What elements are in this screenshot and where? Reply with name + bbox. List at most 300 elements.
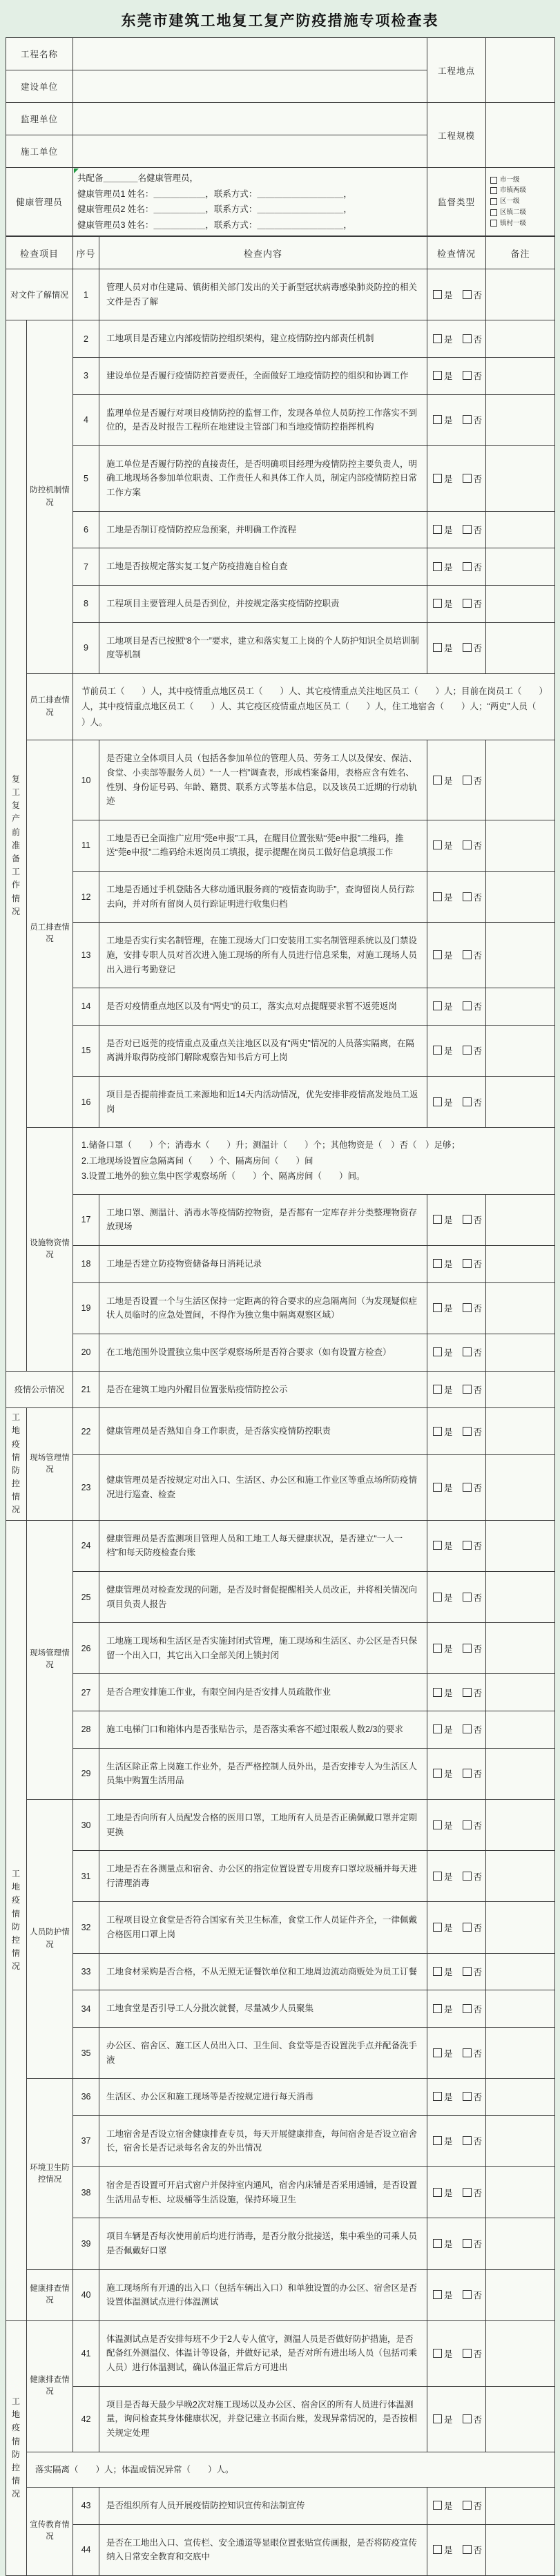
check-row-22 — [6, 1408, 555, 1455]
no-option[interactable] — [463, 1870, 483, 1883]
yes-checkbox-icon[interactable] — [433, 1541, 442, 1550]
check-row-18 — [6, 1246, 555, 1283]
section-label: 对文件了解情况 — [6, 269, 73, 320]
check-row-6 — [6, 511, 555, 548]
yes-option-label: 是 — [444, 951, 453, 961]
no-option[interactable] — [463, 561, 483, 573]
no-option[interactable] — [463, 1044, 483, 1057]
no-checkbox-icon[interactable] — [463, 1688, 472, 1697]
no-option[interactable] — [463, 1481, 483, 1494]
check-status-cell — [427, 269, 486, 320]
yes-option[interactable] — [433, 523, 453, 536]
check-status-cell — [427, 1455, 486, 1520]
remark-cell[interactable] — [486, 1246, 555, 1283]
remark-cell[interactable] — [486, 269, 555, 320]
yes-checkbox-icon[interactable] — [433, 371, 442, 380]
no-checkbox-icon[interactable] — [463, 1769, 472, 1778]
remark-cell[interactable] — [486, 357, 555, 394]
checkbox-icon[interactable] — [490, 198, 497, 205]
checkbox-icon[interactable] — [490, 187, 497, 194]
supervision-option[interactable] — [490, 196, 550, 207]
yes-checkbox-icon[interactable] — [433, 1259, 442, 1268]
yes-option-label: 是 — [444, 2093, 453, 2103]
remark-cell[interactable] — [486, 1674, 555, 1711]
supervision-option-label: 市一级 — [500, 175, 520, 184]
remark-cell[interactable] — [486, 1799, 555, 1850]
no-checkbox-icon[interactable] — [463, 2290, 472, 2299]
no-option[interactable] — [463, 1591, 483, 1604]
yes-checkbox-icon[interactable] — [433, 2501, 442, 2510]
check-content-text: 生活区除正常上岗施工作业外，是否严格控制人员外出，是否安排专人为生活区人员集中购置生活用品 — [99, 1748, 427, 1799]
remark-cell[interactable] — [486, 1571, 555, 1622]
yes-checkbox-icon[interactable] — [433, 2349, 442, 2358]
yes-checkbox-icon[interactable] — [433, 1303, 442, 1312]
no-option[interactable] — [463, 2047, 483, 2059]
yes-option[interactable] — [433, 1642, 453, 1655]
no-checkbox-icon[interactable] — [463, 562, 472, 571]
yes-checkbox-icon[interactable] — [433, 2239, 442, 2248]
check-row-34 — [6, 1990, 555, 2028]
no-checkbox-icon[interactable] — [463, 1820, 472, 1829]
check-row-2 — [6, 320, 555, 358]
no-checkbox-icon[interactable] — [463, 1593, 472, 1602]
no-option[interactable] — [463, 523, 483, 536]
remark-cell[interactable] — [486, 394, 555, 445]
no-option[interactable] — [463, 1000, 483, 1012]
serial-number: 8 — [73, 585, 99, 622]
no-checkbox-icon[interactable] — [463, 840, 472, 849]
yes-checkbox-icon[interactable] — [433, 1427, 442, 1436]
no-option-label: 否 — [473, 372, 483, 382]
no-checkbox-icon[interactable] — [463, 1644, 472, 1653]
yes-checkbox-icon[interactable] — [433, 1688, 442, 1697]
no-checkbox-icon[interactable] — [463, 2188, 472, 2197]
no-checkbox-icon[interactable] — [463, 2414, 472, 2423]
yes-option[interactable] — [433, 1539, 453, 1552]
no-option[interactable] — [463, 949, 483, 961]
supervision-option-label: 区一级 — [500, 198, 520, 206]
remark-cell[interactable] — [486, 740, 555, 820]
serial-number: 24 — [73, 1520, 99, 1571]
remark-cell[interactable] — [486, 1334, 555, 1371]
no-checkbox-icon[interactable] — [463, 1385, 472, 1394]
remark-cell[interactable] — [486, 1851, 555, 1902]
remark-cell[interactable] — [486, 1455, 555, 1520]
subsection-label: 设施物资情况 — [27, 1128, 73, 1371]
check-content-text: 在工地范围外设置独立集中医学观察场所是否符合要求（如有设置方检查） — [99, 1334, 427, 1371]
yes-checkbox-icon[interactable] — [433, 1820, 442, 1829]
yes-option[interactable] — [433, 1481, 453, 1494]
check-content-text: 施工电梯门口和箱体内是否张贴告示，是否落实乘客不超过限载人数2/3的要求 — [99, 1711, 427, 1749]
no-option[interactable] — [463, 1819, 483, 1832]
checkbox-icon[interactable] — [490, 220, 497, 227]
no-checkbox-icon[interactable] — [463, 1483, 472, 1492]
serial-number: 9 — [73, 622, 99, 673]
yes-checkbox-icon[interactable] — [433, 892, 442, 901]
no-checkbox-icon[interactable] — [463, 1967, 472, 1976]
check-status-cell — [427, 1851, 486, 1902]
no-option[interactable] — [463, 597, 483, 610]
construction-unit-value[interactable] — [73, 70, 427, 103]
yes-option[interactable] — [433, 1591, 453, 1604]
check-content-text: 是否在建筑工地内外醒目位置张贴疫情防控公示 — [99, 1371, 427, 1408]
yes-checkbox-icon[interactable] — [433, 840, 442, 849]
yes-option[interactable] — [433, 1723, 453, 1736]
no-option[interactable] — [463, 1425, 483, 1438]
no-checkbox-icon[interactable] — [463, 1303, 472, 1312]
no-checkbox-icon[interactable] — [463, 1097, 472, 1106]
yes-option[interactable] — [433, 1965, 453, 1978]
no-option[interactable] — [463, 1096, 483, 1108]
no-option[interactable] — [463, 2135, 483, 2147]
remark-cell[interactable] — [486, 2167, 555, 2218]
supervision-option[interactable] — [490, 218, 550, 229]
no-option[interactable] — [463, 1346, 483, 1358]
supervision-option[interactable] — [490, 207, 550, 218]
remark-cell[interactable] — [486, 1711, 555, 1749]
yes-checkbox-icon[interactable] — [433, 1483, 442, 1492]
no-option[interactable] — [463, 1213, 483, 1226]
remark-cell[interactable] — [486, 1408, 555, 1455]
serial-number: 5 — [73, 445, 99, 511]
yes-option-label: 是 — [444, 1967, 453, 1977]
yes-option[interactable] — [433, 1346, 453, 1358]
check-row-11 — [6, 820, 555, 871]
remark-cell[interactable] — [486, 1025, 555, 1076]
yes-checkbox-icon[interactable] — [433, 2545, 442, 2554]
yes-checkbox-icon[interactable] — [433, 1001, 442, 1010]
yes-option-label: 是 — [444, 1644, 453, 1654]
yes-option[interactable] — [433, 333, 453, 345]
remark-cell[interactable] — [486, 622, 555, 673]
remark-cell[interactable] — [486, 988, 555, 1026]
yes-checkbox-icon[interactable] — [433, 1967, 442, 1976]
no-option[interactable] — [463, 1642, 483, 1655]
remark-cell[interactable] — [486, 1077, 555, 1128]
remark-cell[interactable] — [486, 2027, 555, 2078]
no-option[interactable] — [463, 1686, 483, 1699]
yes-option[interactable] — [433, 561, 453, 573]
yes-checkbox-icon[interactable] — [433, 525, 442, 534]
yes-option[interactable] — [433, 774, 453, 787]
yes-checkbox-icon[interactable] — [433, 2136, 442, 2145]
no-option[interactable] — [463, 2499, 483, 2512]
project-location-label: 工程地点 — [427, 38, 486, 103]
no-option[interactable] — [463, 2289, 483, 2301]
remark-cell[interactable] — [486, 2488, 555, 2525]
yes-option[interactable] — [433, 2544, 453, 2556]
yes-option[interactable] — [433, 2238, 453, 2250]
no-checkbox-icon[interactable] — [463, 2004, 472, 2013]
check-content-text: 管理人员对市住建局、镇街相关部门发出的关于新型冠状病毒感染肺炎防控的相关文件是否了解 — [99, 269, 427, 320]
yes-checkbox-icon[interactable] — [433, 334, 442, 343]
serial-number: 21 — [73, 1371, 99, 1408]
subsection-label: 员工排查情况 — [27, 673, 73, 740]
remark-cell[interactable] — [486, 872, 555, 923]
no-checkbox-icon[interactable] — [463, 2239, 472, 2248]
yes-checkbox-icon[interactable] — [433, 643, 442, 652]
remark-cell[interactable] — [486, 1953, 555, 1990]
no-checkbox-icon[interactable] — [463, 1872, 472, 1881]
remark-cell[interactable] — [486, 2079, 555, 2116]
yes-checkbox-icon[interactable] — [433, 474, 442, 483]
no-checkbox-icon[interactable] — [463, 643, 472, 652]
yes-checkbox-icon[interactable] — [433, 290, 442, 299]
yes-option[interactable] — [433, 1213, 453, 1226]
yes-checkbox-icon[interactable] — [433, 1097, 442, 1106]
yes-option[interactable] — [433, 1000, 453, 1012]
summary-fill-in-cell[interactable] — [73, 1128, 555, 1195]
no-checkbox-icon[interactable] — [463, 1001, 472, 1010]
no-checkbox-icon[interactable] — [463, 1923, 472, 1932]
supervision-unit-value[interactable] — [73, 103, 427, 135]
yes-option[interactable] — [433, 2289, 453, 2301]
subsection-label: 现场管理情况 — [27, 1408, 73, 1521]
yes-checkbox-icon[interactable] — [433, 1046, 442, 1055]
check-row-28 — [6, 1711, 555, 1749]
yes-checkbox-icon[interactable] — [433, 2092, 442, 2101]
no-checkbox-icon[interactable] — [463, 1046, 472, 1055]
no-checkbox-icon[interactable] — [463, 2048, 472, 2057]
no-option-label: 否 — [473, 2137, 483, 2147]
remark-cell[interactable] — [486, 2320, 555, 2386]
yes-option[interactable] — [433, 289, 453, 301]
remark-cell[interactable] — [486, 445, 555, 511]
remark-cell[interactable] — [486, 585, 555, 622]
remark-cell[interactable] — [486, 2269, 555, 2320]
remark-cell[interactable] — [486, 1990, 555, 2028]
yes-checkbox-icon[interactable] — [433, 950, 442, 959]
yes-option[interactable] — [433, 2003, 453, 2015]
no-option[interactable] — [463, 2238, 483, 2250]
yes-checkbox-icon[interactable] — [433, 1724, 442, 1733]
no-option-label: 否 — [473, 290, 483, 300]
yes-option[interactable] — [433, 2413, 453, 2425]
no-option-label: 否 — [473, 2349, 483, 2359]
yes-option[interactable] — [433, 1686, 453, 1699]
remark-cell[interactable] — [486, 1902, 555, 1953]
no-checkbox-icon[interactable] — [463, 2545, 472, 2554]
no-option[interactable] — [463, 2544, 483, 2556]
yes-option-label: 是 — [444, 1260, 453, 1270]
no-checkbox-icon[interactable] — [463, 415, 472, 424]
supervision-option[interactable] — [490, 185, 550, 196]
supervision-type-options — [486, 168, 555, 236]
project-location-value[interactable] — [486, 38, 555, 103]
no-checkbox-icon[interactable] — [463, 892, 472, 901]
no-checkbox-icon[interactable] — [463, 334, 472, 343]
no-option[interactable] — [463, 2186, 483, 2199]
yes-option[interactable] — [433, 2499, 453, 2512]
no-option[interactable] — [463, 1767, 483, 1780]
supervision-option[interactable] — [490, 175, 550, 186]
no-checkbox-icon[interactable] — [463, 599, 472, 608]
check-row-31 — [6, 1851, 555, 1902]
remark-cell[interactable] — [486, 2115, 555, 2166]
yes-checkbox-icon[interactable] — [433, 2188, 442, 2197]
check-status-cell — [427, 2167, 486, 2218]
no-checkbox-icon[interactable] — [463, 1259, 472, 1268]
no-checkbox-icon[interactable] — [463, 371, 472, 380]
check-status-cell — [427, 1408, 486, 1455]
check-row-29 — [6, 1748, 555, 1799]
yes-checkbox-icon[interactable] — [433, 2290, 442, 2299]
serial-number: 23 — [73, 1455, 99, 1520]
remark-cell[interactable] — [486, 548, 555, 586]
remark-cell[interactable] — [486, 2218, 555, 2269]
yes-option[interactable] — [433, 839, 453, 852]
yes-option-label: 是 — [444, 1483, 453, 1493]
yes-checkbox-icon[interactable] — [433, 1593, 442, 1602]
no-checkbox-icon[interactable] — [463, 2501, 472, 2510]
no-checkbox-icon[interactable] — [463, 950, 472, 959]
yes-option[interactable] — [433, 597, 453, 610]
yes-checkbox-icon[interactable] — [433, 1347, 442, 1356]
no-option[interactable] — [463, 1539, 483, 1552]
yes-option[interactable] — [433, 1096, 453, 1108]
no-option[interactable] — [463, 1921, 483, 1934]
yes-checkbox-icon[interactable] — [433, 1215, 442, 1224]
no-option[interactable] — [463, 414, 483, 426]
yes-option[interactable] — [433, 2347, 453, 2360]
no-option[interactable] — [463, 2090, 483, 2103]
remark-cell[interactable] — [486, 1623, 555, 1674]
no-option-label: 否 — [473, 599, 483, 610]
yes-checkbox-icon[interactable] — [433, 562, 442, 571]
no-checkbox-icon[interactable] — [463, 776, 472, 785]
yes-checkbox-icon[interactable] — [433, 1872, 442, 1881]
checkbox-icon[interactable] — [490, 209, 497, 216]
contractor-unit-value[interactable] — [73, 135, 427, 168]
no-option-label: 否 — [473, 776, 483, 786]
remark-cell[interactable] — [486, 2524, 555, 2575]
contractor-unit-label: 施工单位 — [6, 135, 73, 168]
no-checkbox-icon[interactable] — [463, 1427, 472, 1436]
check-status-cell — [427, 2269, 486, 2320]
checkbox-icon[interactable] — [490, 177, 497, 184]
no-option[interactable] — [463, 333, 483, 345]
yes-option[interactable] — [433, 2186, 453, 2199]
yes-option[interactable] — [433, 2135, 453, 2147]
project-name-value[interactable] — [73, 38, 427, 70]
project-scale-value[interactable] — [486, 103, 555, 168]
yes-checkbox-icon[interactable] — [433, 2048, 442, 2057]
yes-option-label: 是 — [444, 2291, 453, 2301]
yes-option-label: 是 — [444, 1872, 453, 1882]
remark-cell[interactable] — [486, 2386, 555, 2452]
no-checkbox-icon[interactable] — [463, 1347, 472, 1356]
summary-row — [6, 673, 555, 740]
yes-option[interactable] — [433, 1302, 453, 1314]
no-option[interactable] — [463, 2347, 483, 2360]
remark-cell[interactable] — [486, 1282, 555, 1334]
yes-option[interactable] — [433, 472, 453, 485]
yes-option[interactable] — [433, 414, 453, 426]
health-manager-info[interactable] — [73, 168, 427, 236]
yes-checkbox-icon[interactable] — [433, 1385, 442, 1394]
no-checkbox-icon[interactable] — [463, 474, 472, 483]
no-option[interactable] — [463, 774, 483, 787]
yes-checkbox-icon[interactable] — [433, 415, 442, 424]
no-option[interactable] — [463, 1723, 483, 1736]
no-checkbox-icon[interactable] — [463, 290, 472, 299]
no-option[interactable] — [463, 1258, 483, 1270]
no-checkbox-icon[interactable] — [463, 525, 472, 534]
remark-cell[interactable] — [486, 320, 555, 358]
no-option[interactable] — [463, 289, 483, 301]
no-checkbox-icon[interactable] — [463, 2349, 472, 2358]
yes-checkbox-icon[interactable] — [433, 1644, 442, 1653]
yes-option[interactable] — [433, 1870, 453, 1883]
yes-option[interactable] — [433, 1425, 453, 1438]
summary-fill-in-cell[interactable] — [27, 2452, 555, 2488]
no-option[interactable] — [463, 1383, 483, 1396]
no-option[interactable] — [463, 642, 483, 654]
no-checkbox-icon[interactable] — [463, 1215, 472, 1224]
yes-option[interactable] — [433, 1921, 453, 1934]
yes-checkbox-icon[interactable] — [433, 1769, 442, 1778]
no-option[interactable] — [463, 472, 483, 485]
yes-option[interactable] — [433, 1258, 453, 1270]
summary-fill-in-cell[interactable] — [73, 673, 555, 740]
no-option[interactable] — [463, 1965, 483, 1978]
yes-option[interactable] — [433, 1819, 453, 1832]
remark-cell[interactable] — [486, 820, 555, 871]
check-content-text: 健康管理员是否熟知自身工作职责，是否落实疫情防控职责 — [99, 1408, 427, 1455]
summary-line: 落实隔离（ ）人；体温或情况异常（ ）人。 — [35, 2464, 234, 2474]
yes-checkbox-icon[interactable] — [433, 599, 442, 608]
no-option[interactable] — [463, 891, 483, 903]
health-manager-line: 健康管理员1 姓名：＿＿＿＿＿＿，联系方式：＿＿＿＿＿＿＿＿＿＿， — [77, 189, 352, 199]
yes-checkbox-icon[interactable] — [433, 2414, 442, 2423]
no-option[interactable] — [463, 2003, 483, 2015]
yes-option-label: 是 — [444, 1688, 453, 1698]
remark-cell[interactable] — [486, 923, 555, 988]
check-status-cell — [427, 1371, 486, 1408]
serial-number: 30 — [73, 1799, 99, 1850]
check-status-cell — [427, 2079, 486, 2116]
yes-option[interactable] — [433, 2047, 453, 2059]
no-option[interactable] — [463, 839, 483, 852]
no-checkbox-icon[interactable] — [463, 2136, 472, 2145]
check-content-text: 健康管理员是否监测项目管理人员和工地工人每天健康状况，是否建立“一人一档”和每天防疫检查台账 — [99, 1520, 427, 1571]
yes-option[interactable] — [433, 949, 453, 961]
yes-option-label: 是 — [444, 1002, 453, 1012]
remark-cell[interactable] — [486, 1194, 555, 1245]
yes-option[interactable] — [433, 1383, 453, 1396]
yes-checkbox-icon[interactable] — [433, 1923, 442, 1932]
no-checkbox-icon[interactable] — [463, 1724, 472, 1733]
check-content-text: 工地是否按规定落实复工复产防疫措施自检自查 — [99, 548, 427, 586]
no-checkbox-icon[interactable] — [463, 1541, 472, 1550]
yes-option[interactable] — [433, 2090, 453, 2103]
yes-option[interactable] — [433, 1767, 453, 1780]
yes-checkbox-icon[interactable] — [433, 2004, 442, 2013]
no-checkbox-icon[interactable] — [463, 2092, 472, 2101]
yes-option[interactable] — [433, 369, 453, 382]
no-option[interactable] — [463, 369, 483, 382]
remark-cell[interactable] — [486, 511, 555, 548]
remark-cell[interactable] — [486, 1520, 555, 1571]
yes-option[interactable] — [433, 1044, 453, 1057]
yes-option[interactable] — [433, 891, 453, 903]
yes-checkbox-icon[interactable] — [433, 776, 442, 785]
remark-cell[interactable] — [486, 1748, 555, 1799]
no-option[interactable] — [463, 2413, 483, 2425]
yes-option[interactable] — [433, 642, 453, 654]
no-option[interactable] — [463, 1302, 483, 1314]
remark-cell[interactable] — [486, 1371, 555, 1408]
